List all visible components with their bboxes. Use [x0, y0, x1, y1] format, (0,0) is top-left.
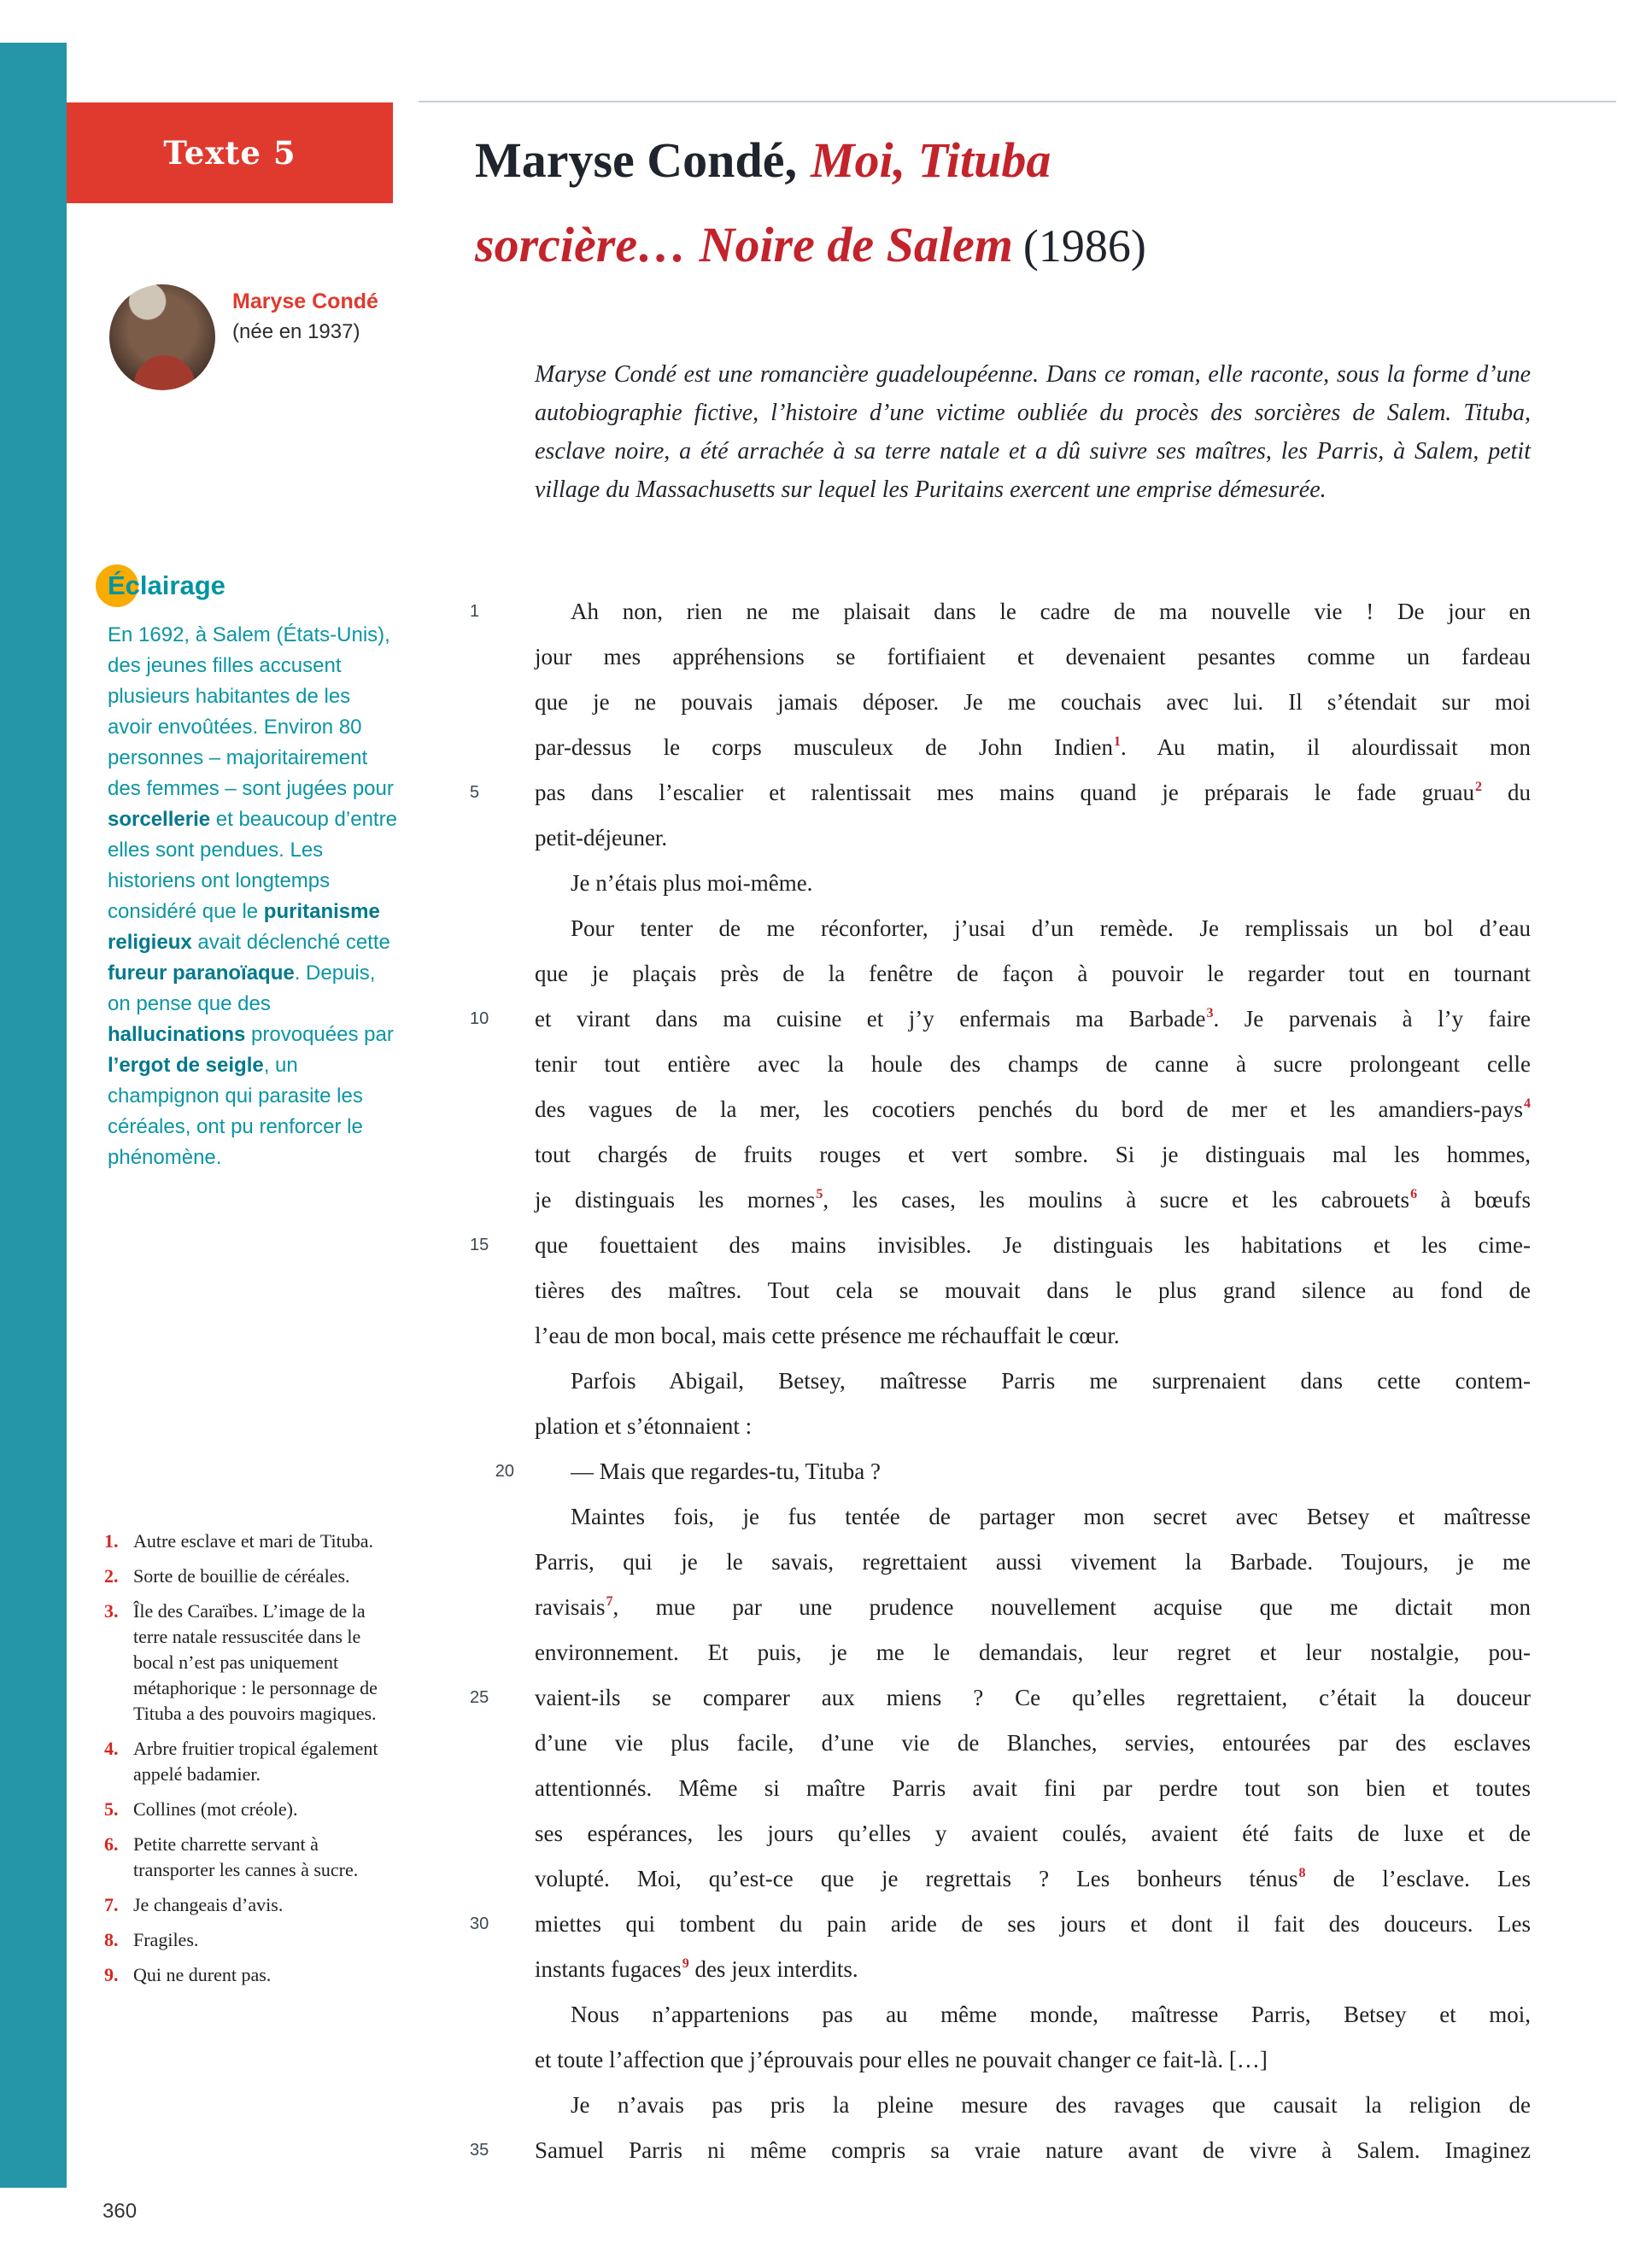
text-number-label: Texte 5 [163, 134, 296, 172]
footnote-text: Île des Caraïbes. L’image de la terre natale ressuscitée dans le bocal n’est pas uniquement métaphorique : le personnage de Tituba a des pouvoirs magiques. [133, 1600, 378, 1724]
footnote-number: 3. [104, 1600, 119, 1622]
line-number: 15 [470, 1236, 489, 1254]
text-segment: instants fugaces [535, 1956, 682, 1982]
text-segment: volupté. Moi, qu’est-ce que je regrettais ? Les bonheurs ténus [535, 1866, 1298, 1891]
text-line [535, 1856, 1531, 1902]
text-number-tab [67, 102, 393, 203]
text-line: 25 vaient-ils se comparer aux miens ? Ce qu’elles regrettaient, c’était la douceur [535, 1675, 1531, 1721]
text-segment: , un champignon qui parasite les céréales, ont pu renforcer le phénomène. [108, 1054, 363, 1169]
footnote-item [102, 1892, 403, 1918]
text-segment: des vagues de la mer, les cocotiers penchés du bord de mer et les amandiers-pays [535, 1096, 1523, 1122]
text-segment: . Je parvenais à l’y faire [1213, 1006, 1532, 1032]
text-line: Pour tenter de me réconforter, j’usai d’un remède. Je remplissais un bol d’eau [571, 915, 1531, 941]
text-segment: l’ergot de seigle [108, 1054, 264, 1077]
text-line: Parris, qui je le savais, regrettaient aussi vivement la Barbade. Toujours, je me [535, 1549, 1531, 1575]
footnote-item [102, 1564, 403, 1589]
footnote-number: 6. [104, 1833, 119, 1855]
footnote-item [102, 1797, 403, 1822]
text-segment: sorcellerie [108, 808, 211, 831]
top-divider-line [419, 101, 1616, 102]
eclairage-heading-text: Éclairage [108, 570, 226, 600]
author-photo [109, 284, 215, 390]
text-line [535, 1178, 1531, 1223]
footnote-text: Je changeais d’avis. [133, 1894, 284, 1915]
footnotes [102, 1529, 403, 1997]
text-segment: fureur paranoïaque [108, 962, 295, 985]
line-number: 5 [470, 783, 480, 802]
title-line-1 [475, 125, 1577, 209]
text-line [470, 997, 1532, 1042]
footnote-number: 4. [104, 1738, 119, 1759]
footnote-ref: 3 [1206, 1006, 1214, 1020]
page-title [475, 125, 1577, 294]
text-line [535, 725, 1531, 770]
text-line [535, 1585, 1531, 1630]
text-line [470, 770, 1531, 815]
footnote-ref: 6 [1410, 1187, 1418, 1201]
footnote-number: 1. [104, 1530, 119, 1552]
text-segment: pas dans l’escalier et ralentissait mes mains quand je préparais le fade gruau [535, 780, 1475, 805]
line-number: 1 [470, 602, 480, 621]
text-segment: . Depuis, on pense que des [108, 962, 376, 1015]
text-segment: des jeux interdits. [688, 1956, 858, 1982]
text-segment: et virant dans ma cuisine et j’y enfermais ma Barbade [535, 1006, 1206, 1032]
text-line: 1 Ah non, rien ne me plaisait dans le cadre de ma nouvelle vie ! De jour en [535, 589, 1531, 634]
author-caption [232, 287, 378, 347]
text-line: jour mes appréhensions se fortifiaient et devenaient pesantes comme un fardeau [535, 644, 1531, 669]
footnote-text: Autre esclave et mari de Tituba. [133, 1530, 374, 1552]
line-number: 20 [495, 1462, 514, 1481]
footnote-ref: 2 [1475, 780, 1483, 794]
footnote-item [102, 1529, 403, 1554]
text-segment: ravisais [535, 1594, 606, 1620]
text-line: Je n’étais plus moi-même. [571, 870, 813, 896]
footnote-item [102, 1927, 403, 1953]
footnote-text: Arbre fruitier tropical également appelé badamier. [133, 1738, 378, 1785]
text-line: tenir tout entière avec la houle des champs de canne à sucre prolongeant celle [535, 1051, 1531, 1077]
text-line [535, 1087, 1531, 1132]
footnote-ref: 4 [1524, 1096, 1531, 1111]
author-birth: (née en 1937) [232, 320, 360, 343]
text-line: que je ne pouvais jamais déposer. Je me couchais avec lui. Il s’étendait sur moi [535, 689, 1531, 715]
footnote-text: Collines (mot créole). [133, 1798, 298, 1820]
text-segment: . Au matin, il alourdissait mon [1121, 734, 1531, 760]
text-line: ses espérances, les jours qu’elles y avaient coulés, avaient été faits de luxe et de [535, 1821, 1531, 1846]
text-line: tout chargés de fruits rouges et vert sombre. Si je distinguais mal les hommes, [535, 1142, 1531, 1167]
page-number: 360 [102, 2200, 138, 2223]
eclairage-sidebar [102, 570, 400, 1173]
intro-chapeau: Maryse Condé est une romancière guadeloupéenne. Dans ce roman, elle raconte, sous la forme d’une autobiographie fictive, l’histoire d’une victime oubliée du procès des sorcières de Salem. Tituba, esclave noire, a été arrachée à sa terre natale et a dû suivre ses maîtres, les Parris, à Salem, petit village du Massachusetts sur lequel les Puritains exercent une emprise démesurée. [535, 361, 1531, 503]
footnote-ref: 7 [606, 1594, 613, 1609]
title-work-part1: Moi, Tituba [810, 132, 1051, 188]
text-line: Je n’avais pas pris la pleine mesure des ravages que causait la religion de [571, 2092, 1531, 2118]
text-segment: par-dessus le corps musculeux de John Indien [535, 734, 1114, 760]
text-segment: de l’esclave. Les [1305, 1866, 1532, 1891]
text-line: 20 — Mais que regardes-tu, Tituba ? [535, 1449, 1531, 1494]
text-line [535, 1947, 1531, 1992]
title-author: Maryse Condé, [475, 132, 797, 188]
text-line: 35 Samuel Parris ni même compris sa vraie nature avant de vivre à Salem. Imaginez [535, 2128, 1531, 2173]
line-number: 10 [470, 1009, 489, 1028]
text-segment: je distinguais les mornes [535, 1187, 816, 1213]
footnote-ref: 8 [1298, 1866, 1306, 1880]
text-segment: du [1482, 780, 1531, 805]
text-segment: En 1692, à Salem (États-Unis), des jeunes filles accusent plusieurs habitantes de les avoir envoûtées. Environ 80 personnes – majoritairement des femmes – sont jugées pour [108, 623, 394, 800]
text-line: environnement. Et puis, je me le demandais, leur regret et leur nostalgie, pou- [535, 1640, 1531, 1665]
footnote-text: Petite charrette servant à transporter les cannes à sucre. [133, 1833, 359, 1880]
text-line: tières des maîtres. Tout cela se mouvait dans le plus grand silence au fond de [535, 1277, 1531, 1303]
line-number: 30 [470, 1914, 489, 1933]
text-line: et toute l’affection que j’éprouvais pour elles ne pouvait changer ce fait-là. […] [535, 2047, 1268, 2072]
footnote-number: 7. [104, 1894, 119, 1915]
footnote-item [102, 1736, 403, 1787]
text-segment: , mue par une prudence nouvellement acquise que me dictait mon [612, 1594, 1531, 1620]
eclairage-heading [102, 570, 226, 601]
eclairage-body [102, 620, 400, 1173]
text-line: d’une vie plus facile, d’une vie de Blanches, servies, entourées par des esclaves [535, 1730, 1531, 1756]
text-segment: à bœufs [1417, 1187, 1532, 1213]
text-segment: , les cases, les moulins à sucre et les cabrouets [823, 1187, 1410, 1213]
footnote-number: 8. [104, 1929, 119, 1950]
text-segment: provoquées par [245, 1023, 394, 1046]
text-segment: puritanisme religieux [108, 900, 380, 954]
footnote-item [102, 1962, 403, 1988]
text-line: Nous n’appartenions pas au même monde, maîtresse Parris, Betsey et moi, [571, 2002, 1531, 2027]
footnote-item [102, 1832, 403, 1883]
footnote-number: 5. [104, 1798, 119, 1820]
text-line: Parfois Abigail, Betsey, maîtresse Parris me surprenaient dans cette contem- [571, 1368, 1531, 1394]
text-segment: avait déclenché cette [191, 931, 390, 954]
text-line: Maintes fois, je fus tentée de partager mon secret avec Betsey et maîtresse [571, 1504, 1531, 1529]
line-number: 35 [470, 2141, 489, 2160]
footnote-ref: 1 [1114, 734, 1122, 749]
text-line: l’eau de mon bocal, mais cette présence me réchauffait le cœur. [535, 1323, 1120, 1348]
title-line-2 [475, 209, 1577, 294]
title-year: (1986) [1022, 220, 1146, 272]
main-text [470, 589, 1532, 2173]
text-line: petit-déjeuner. [535, 825, 668, 850]
left-accent-bar [0, 43, 67, 2188]
text-segment: hallucinations [108, 1023, 246, 1046]
footnote-text: Fragiles. [133, 1929, 199, 1950]
footnote-ref: 5 [816, 1187, 823, 1201]
text-line: attentionnés. Même si maître Parris avait fini par perdre tout son bien et toutes [535, 1775, 1531, 1801]
text-line: que je plaçais près de la fenêtre de façon à pouvoir le regarder tout en tournant [535, 961, 1531, 986]
line-number: 25 [470, 1688, 489, 1707]
footnote-text: Qui ne durent pas. [133, 1964, 272, 1985]
text-line: 15 que fouettaient des mains invisibles. Je distinguais les habitations et les cime- [535, 1223, 1531, 1268]
text-line: plation et s’étonnaient : [535, 1413, 753, 1439]
footnote-text: Sorte de bouillie de céréales. [133, 1565, 350, 1587]
text-line: 30 miettes qui tombent du pain aride de ses jours et dont il fait des douceurs. Les [535, 1902, 1531, 1947]
title-work-part2: sorcière… Noire de Salem [475, 217, 1013, 272]
footnote-item [102, 1599, 403, 1727]
footnote-number: 2. [104, 1565, 119, 1587]
footnote-number: 9. [104, 1964, 119, 1985]
author-name: Maryse Condé [232, 289, 378, 313]
footnote-ref: 9 [682, 1956, 689, 1971]
text-segment: et beaucoup d’entre elles sont pendues. Les historiens ont longtemps considéré que le [108, 808, 397, 923]
